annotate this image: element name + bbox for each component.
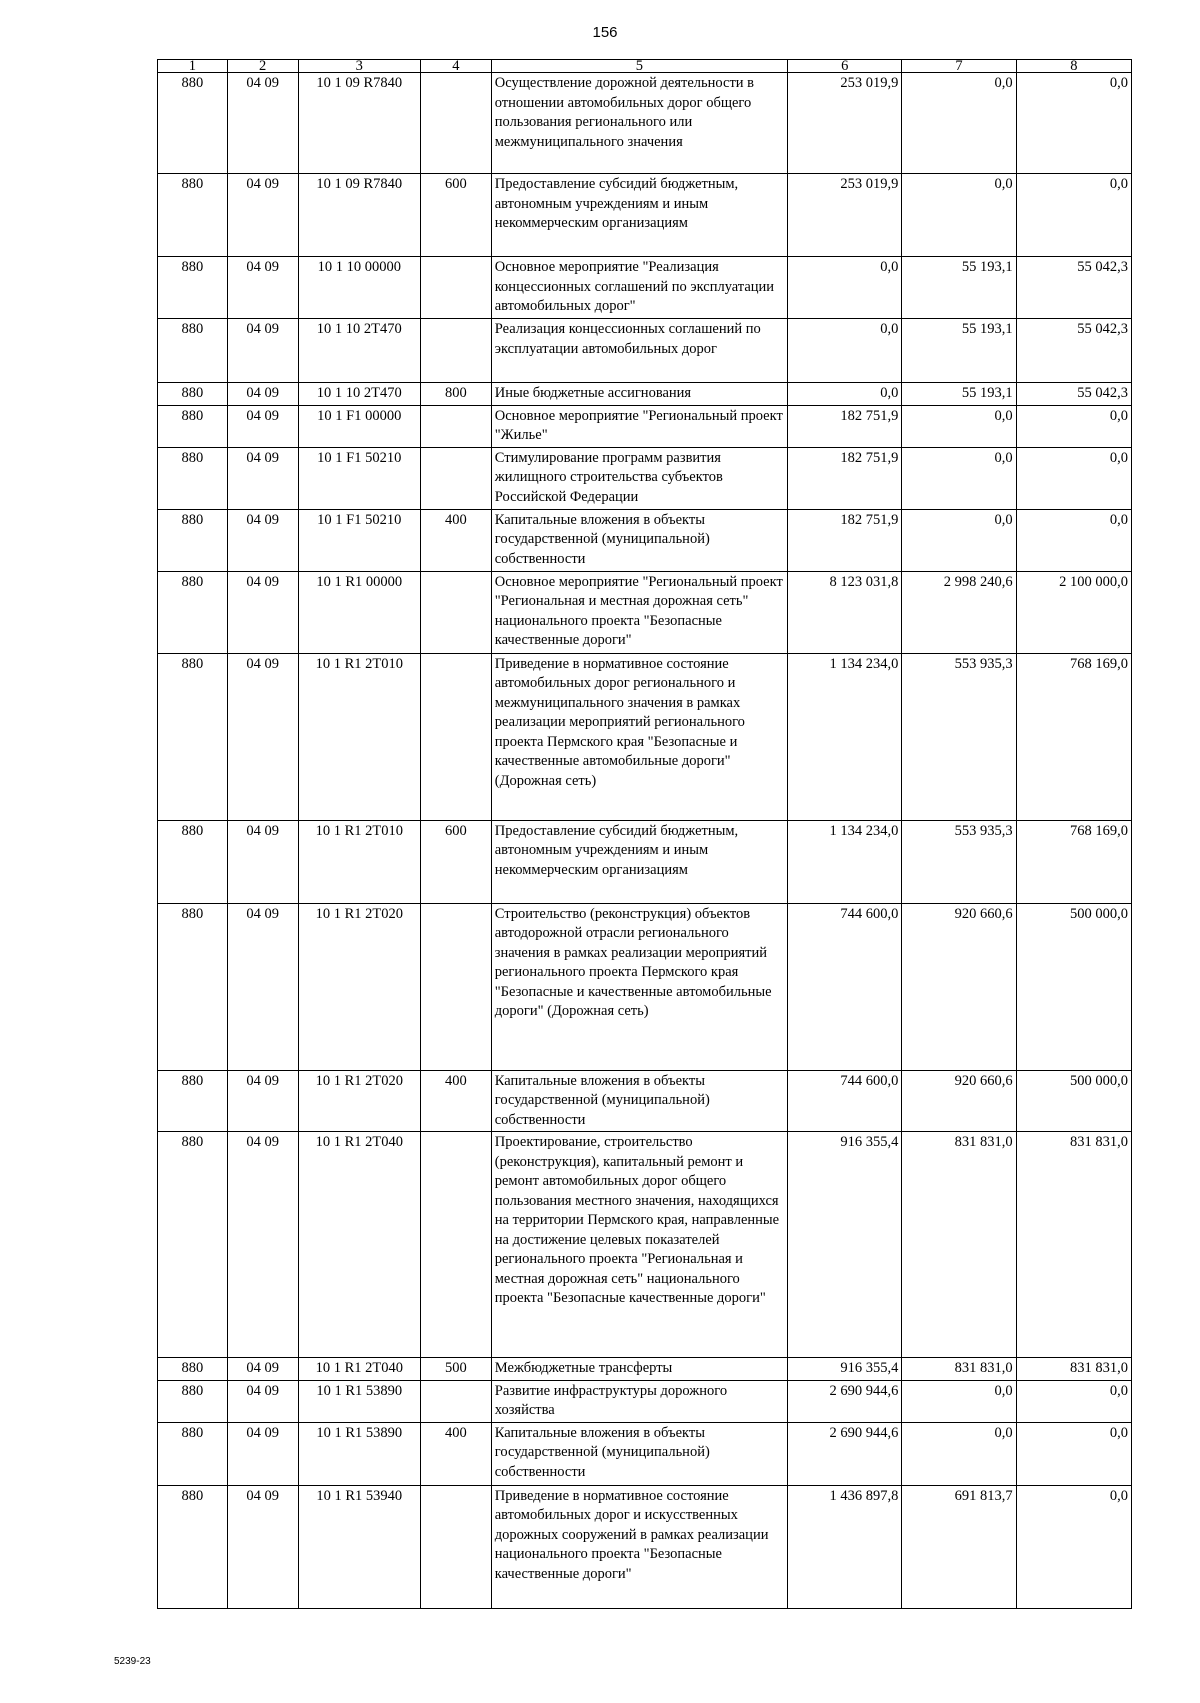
table-row: [158, 571, 1132, 653]
amount-col-8: 55 042,3: [1016, 383, 1131, 406]
ministry-code: 880: [158, 174, 228, 257]
amount-col-6: 916 355,4: [788, 1358, 902, 1381]
amount-col-8: 0,0: [1016, 1380, 1131, 1422]
table-row: [158, 257, 1132, 319]
amount-col-7: 0,0: [902, 509, 1016, 571]
section-code: 04 09: [227, 174, 298, 257]
amount-col-6: 1 134 234,0: [788, 653, 902, 820]
item-name: Приведение в нормативное состояние автомобильных дорог и искусственных дорожных сооружений в рамках реализации национального проекта "Безопасные качественные дороги": [491, 1485, 787, 1608]
amount-col-6: 1 134 234,0: [788, 820, 902, 903]
table-row: [158, 653, 1132, 820]
amount-col-7: 831 831,0: [902, 1132, 1016, 1358]
amount-col-6: 8 123 031,8: [788, 571, 902, 653]
expense-type-code: [420, 405, 491, 447]
amount-col-6: 744 600,0: [788, 903, 902, 1070]
amount-col-8: 831 831,0: [1016, 1358, 1131, 1381]
expense-type-code: 600: [420, 820, 491, 903]
item-name: Капитальные вложения в объекты государственной (муниципальной) собственности: [491, 1422, 787, 1485]
target-article-code: 10 1 09 R7840: [298, 174, 420, 257]
item-name: Развитие инфраструктуры дорожного хозяйства: [491, 1380, 787, 1422]
amount-col-6: 2 690 944,6: [788, 1380, 902, 1422]
section-code: 04 09: [227, 1485, 298, 1608]
item-name: Межбюджетные трансферты: [491, 1358, 787, 1381]
section-code: 04 09: [227, 903, 298, 1070]
expense-type-code: [420, 319, 491, 383]
section-code: 04 09: [227, 257, 298, 319]
amount-col-7: 0,0: [902, 405, 1016, 447]
item-name: Осуществление дорожной деятельности в отношении автомобильных дорог общего пользования регионального или межмуниципального значения: [491, 73, 787, 174]
item-name: Реализация концессионных соглашений по эксплуатации автомобильных дорог: [491, 319, 787, 383]
table-row: [158, 509, 1132, 571]
section-code: 04 09: [227, 405, 298, 447]
target-article-code: 10 1 R1 2Т040: [298, 1358, 420, 1381]
table-row: [158, 383, 1132, 406]
amount-col-8: 500 000,0: [1016, 1070, 1131, 1132]
amount-col-6: 744 600,0: [788, 1070, 902, 1132]
ministry-code: 880: [158, 571, 228, 653]
ministry-code: 880: [158, 447, 228, 509]
amount-col-6: 0,0: [788, 257, 902, 319]
ministry-code: 880: [158, 383, 228, 406]
amount-col-7: 920 660,6: [902, 903, 1016, 1070]
target-article-code: 10 1 10 00000: [298, 257, 420, 319]
table-row: [158, 447, 1132, 509]
ministry-code: 880: [158, 1132, 228, 1358]
ministry-code: 880: [158, 820, 228, 903]
section-code: 04 09: [227, 653, 298, 820]
amount-col-7: 55 193,1: [902, 257, 1016, 319]
column-header: 4: [420, 60, 491, 73]
ministry-code: 880: [158, 1485, 228, 1608]
amount-col-6: 1 436 897,8: [788, 1485, 902, 1608]
target-article-code: 10 1 R1 53890: [298, 1422, 420, 1485]
amount-col-8: 500 000,0: [1016, 903, 1131, 1070]
item-name: Строительство (реконструкция) объектов автодорожной отрасли регионального значения в рамках реализации мероприятий регионального проекта Пермского края "Безопасные и качественные автомобильные дороги" (Дорожная сеть): [491, 903, 787, 1070]
item-name: Капитальные вложения в объекты государственной (муниципальной) собственности: [491, 1070, 787, 1132]
expense-type-code: [420, 447, 491, 509]
amount-col-8: 0,0: [1016, 1422, 1131, 1485]
section-code: 04 09: [227, 1422, 298, 1485]
amount-col-8: 0,0: [1016, 509, 1131, 571]
table-row: [158, 903, 1132, 1070]
item-name: Основное мероприятие "Региональный проект "Жилье": [491, 405, 787, 447]
expense-type-code: 400: [420, 509, 491, 571]
ministry-code: 880: [158, 903, 228, 1070]
column-header: 3: [298, 60, 420, 73]
amount-col-8: 0,0: [1016, 1485, 1131, 1608]
amount-col-8: 0,0: [1016, 73, 1131, 174]
amount-col-8: 55 042,3: [1016, 319, 1131, 383]
section-code: 04 09: [227, 571, 298, 653]
column-header: 7: [902, 60, 1016, 73]
amount-col-7: 0,0: [902, 73, 1016, 174]
table-row: [158, 1422, 1132, 1485]
table-row: [158, 1358, 1132, 1381]
expense-type-code: [420, 1380, 491, 1422]
amount-col-8: 0,0: [1016, 174, 1131, 257]
item-name: Основное мероприятие "Региональный проект "Региональная и местная дорожная сеть" национального проекта "Безопасные качественные дороги": [491, 571, 787, 653]
amount-col-8: 55 042,3: [1016, 257, 1131, 319]
ministry-code: 880: [158, 1380, 228, 1422]
column-header: 8: [1016, 60, 1131, 73]
column-header: 1: [158, 60, 228, 73]
target-article-code: 10 1 10 2Т470: [298, 319, 420, 383]
amount-col-6: 182 751,9: [788, 405, 902, 447]
expense-type-code: [420, 1485, 491, 1608]
table-row: [158, 405, 1132, 447]
amount-col-7: 0,0: [902, 1422, 1016, 1485]
target-article-code: 10 1 R1 2Т020: [298, 903, 420, 1070]
section-code: 04 09: [227, 1070, 298, 1132]
section-code: 04 09: [227, 73, 298, 174]
column-header: 5: [491, 60, 787, 73]
ministry-code: 880: [158, 1358, 228, 1381]
ministry-code: 880: [158, 73, 228, 174]
target-article-code: 10 1 R1 2Т010: [298, 820, 420, 903]
amount-col-7: 691 813,7: [902, 1485, 1016, 1608]
amount-col-6: 253 019,9: [788, 174, 902, 257]
amount-col-6: 2 690 944,6: [788, 1422, 902, 1485]
ministry-code: 880: [158, 319, 228, 383]
amount-col-7: 0,0: [902, 174, 1016, 257]
section-code: 04 09: [227, 1380, 298, 1422]
amount-col-6: 182 751,9: [788, 509, 902, 571]
expense-type-code: [420, 73, 491, 174]
amount-col-8: 0,0: [1016, 447, 1131, 509]
target-article-code: 10 1 R1 2Т020: [298, 1070, 420, 1132]
section-code: 04 09: [227, 1132, 298, 1358]
section-code: 04 09: [227, 1358, 298, 1381]
target-article-code: 10 1 R1 2Т010: [298, 653, 420, 820]
budget-table: [157, 59, 1132, 1609]
item-name: Иные бюджетные ассигнования: [491, 383, 787, 406]
section-code: 04 09: [227, 447, 298, 509]
table-row: [158, 1070, 1132, 1132]
document-code: 5239-23: [114, 1656, 151, 1667]
column-header: 6: [788, 60, 902, 73]
table-row: [158, 1380, 1132, 1422]
table-row: [158, 73, 1132, 174]
section-code: 04 09: [227, 509, 298, 571]
amount-col-7: 0,0: [902, 1380, 1016, 1422]
target-article-code: 10 1 10 2Т470: [298, 383, 420, 406]
table-row: [158, 820, 1132, 903]
amount-col-7: 55 193,1: [902, 383, 1016, 406]
item-name: Проектирование, строительство (реконструкция), капитальный ремонт и ремонт автомобильных дорог общего пользования местного значения, находящихся на территории Пермского края, направленные на достижение целевых показателей регионального проекта "Региональная и местная дорожная сеть" национального проекта "Безопасные качественные дороги": [491, 1132, 787, 1358]
table-row: [158, 319, 1132, 383]
expense-type-code: [420, 1132, 491, 1358]
amount-col-8: 831 831,0: [1016, 1132, 1131, 1358]
amount-col-6: 0,0: [788, 319, 902, 383]
target-article-code: 10 1 R1 53940: [298, 1485, 420, 1608]
ministry-code: 880: [158, 1422, 228, 1485]
target-article-code: 10 1 09 R7840: [298, 73, 420, 174]
amount-col-7: 2 998 240,6: [902, 571, 1016, 653]
target-article-code: 10 1 F1 50210: [298, 509, 420, 571]
ministry-code: 880: [158, 405, 228, 447]
amount-col-6: 182 751,9: [788, 447, 902, 509]
amount-col-8: 2 100 000,0: [1016, 571, 1131, 653]
table-header-row: [158, 60, 1132, 73]
section-code: 04 09: [227, 383, 298, 406]
amount-col-7: 55 193,1: [902, 319, 1016, 383]
ministry-code: 880: [158, 653, 228, 820]
column-header: 2: [227, 60, 298, 73]
expense-type-code: 400: [420, 1070, 491, 1132]
expense-type-code: 600: [420, 174, 491, 257]
target-article-code: 10 1 R1 53890: [298, 1380, 420, 1422]
target-article-code: 10 1 R1 2Т040: [298, 1132, 420, 1358]
amount-col-7: 553 935,3: [902, 820, 1016, 903]
item-name: Стимулирование программ развития жилищного строительства субъектов Российской Федерации: [491, 447, 787, 509]
amount-col-8: 0,0: [1016, 405, 1131, 447]
amount-col-7: 0,0: [902, 447, 1016, 509]
target-article-code: 10 1 F1 50210: [298, 447, 420, 509]
amount-col-7: 920 660,6: [902, 1070, 1016, 1132]
amount-col-6: 253 019,9: [788, 73, 902, 174]
item-name: Приведение в нормативное состояние автомобильных дорог регионального и межмуниципального значения в рамках реализации мероприятий регионального проекта Пермского края "Безопасные и качественные автомобильные дороги" (Дорожная сеть): [491, 653, 787, 820]
item-name: Предоставление субсидий бюджетным, автономным учреждениям и иным некоммерческим организациям: [491, 174, 787, 257]
amount-col-7: 831 831,0: [902, 1358, 1016, 1381]
table-row: [158, 1132, 1132, 1358]
item-name: Капитальные вложения в объекты государственной (муниципальной) собственности: [491, 509, 787, 571]
page-number: 156: [592, 24, 618, 41]
table-row: [158, 174, 1132, 257]
section-code: 04 09: [227, 319, 298, 383]
section-code: 04 09: [227, 820, 298, 903]
expense-type-code: [420, 903, 491, 1070]
amount-col-6: 916 355,4: [788, 1132, 902, 1358]
expense-type-code: [420, 653, 491, 820]
amount-col-7: 553 935,3: [902, 653, 1016, 820]
expense-type-code: [420, 257, 491, 319]
target-article-code: 10 1 R1 00000: [298, 571, 420, 653]
expense-type-code: 500: [420, 1358, 491, 1381]
expense-type-code: 400: [420, 1422, 491, 1485]
table-row: [158, 1485, 1132, 1608]
expense-type-code: 800: [420, 383, 491, 406]
item-name: Предоставление субсидий бюджетным, автономным учреждениям и иным некоммерческим организациям: [491, 820, 787, 903]
ministry-code: 880: [158, 1070, 228, 1132]
target-article-code: 10 1 F1 00000: [298, 405, 420, 447]
item-name: Основное мероприятие "Реализация концессионных соглашений по эксплуатации автомобильных дорог": [491, 257, 787, 319]
amount-col-8: 768 169,0: [1016, 820, 1131, 903]
ministry-code: 880: [158, 509, 228, 571]
ministry-code: 880: [158, 257, 228, 319]
amount-col-6: 0,0: [788, 383, 902, 406]
amount-col-8: 768 169,0: [1016, 653, 1131, 820]
expense-type-code: [420, 571, 491, 653]
